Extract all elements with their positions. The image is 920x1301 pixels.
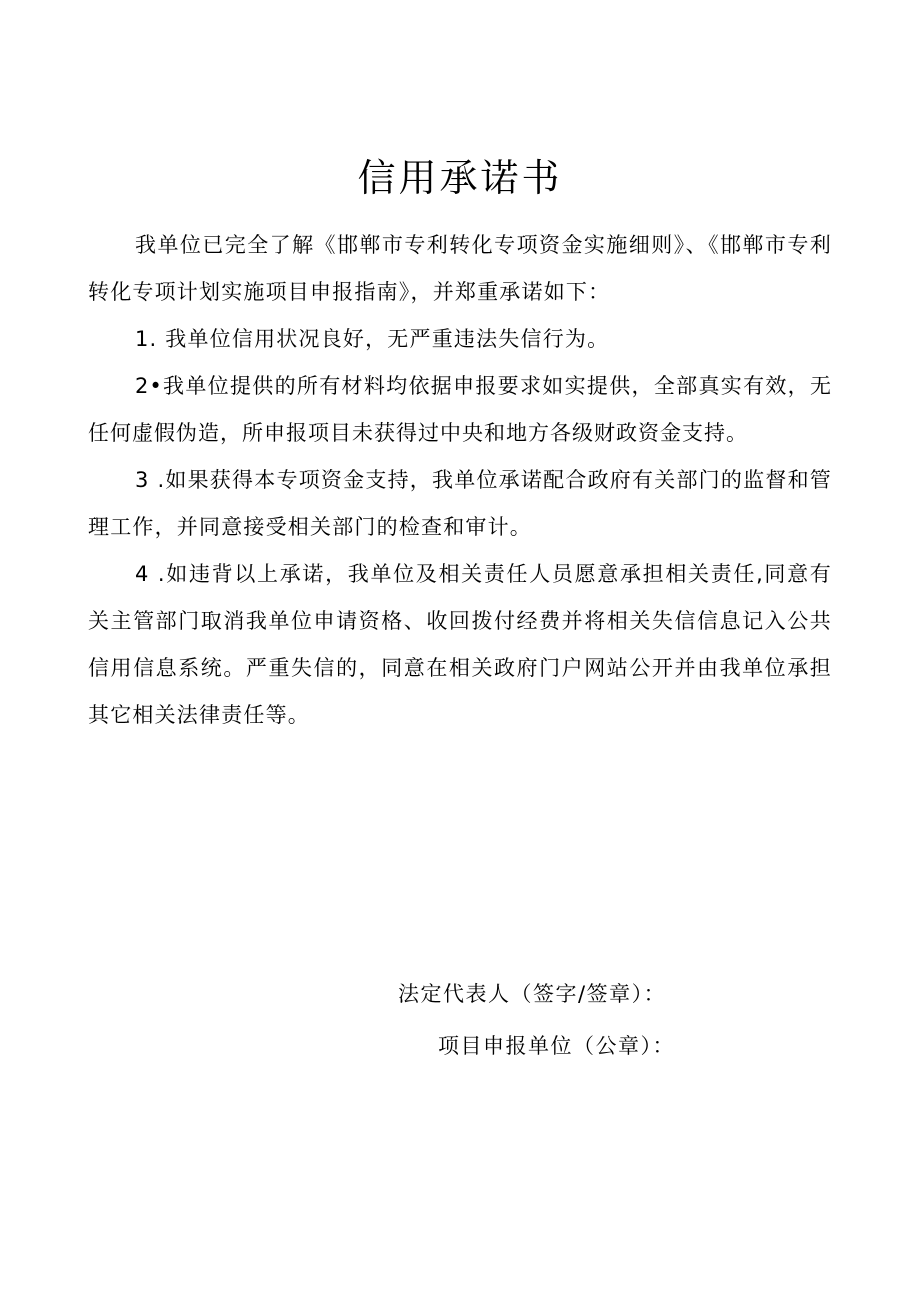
paragraph-intro: 我单位已完全了解《邯郸市专利转化专项资金实施细则》、《邯郸市专利转化专项计划实施项目申报指南》，并郑重承诺如下： (88, 233, 832, 304)
paragraph-item-4: 4 .如违背以上承诺，我单位及相关责任人员愿意承担相关责任,同意有关主管部门取消我单位申请资格、收回拨付经费并将相关失信信息记入公共信用信息系统。严重失信的，同意在相关政府门户网站公开并由我单位承担其它相关法律责任等。 (88, 562, 832, 727)
document-body (88, 222, 832, 739)
signature-block (88, 968, 832, 1072)
legal-representative-label: 法定代表人（签字/签章）： (398, 982, 667, 1006)
paragraph-item-3: 3 .如果获得本专项资金支持，我单位承诺配合政府有关部门的监督和管理工作，并同意接受相关部门的检查和审计。 (88, 468, 832, 539)
page-title: 信用承诺书 (357, 156, 563, 201)
paragraph-item-1: 1. 我单位信用状况良好，无严重违法失信行为。 (135, 327, 610, 351)
applicant-unit-label: 项目申报单位（公章）： (438, 1034, 675, 1058)
paragraph-item-2: 2•我单位提供的所有材料均依据申报要求如实提供，全部真实有效，无任何虚假伪造，所申报项目未获得过中央和地方各级财政资金支持。 (88, 374, 832, 445)
